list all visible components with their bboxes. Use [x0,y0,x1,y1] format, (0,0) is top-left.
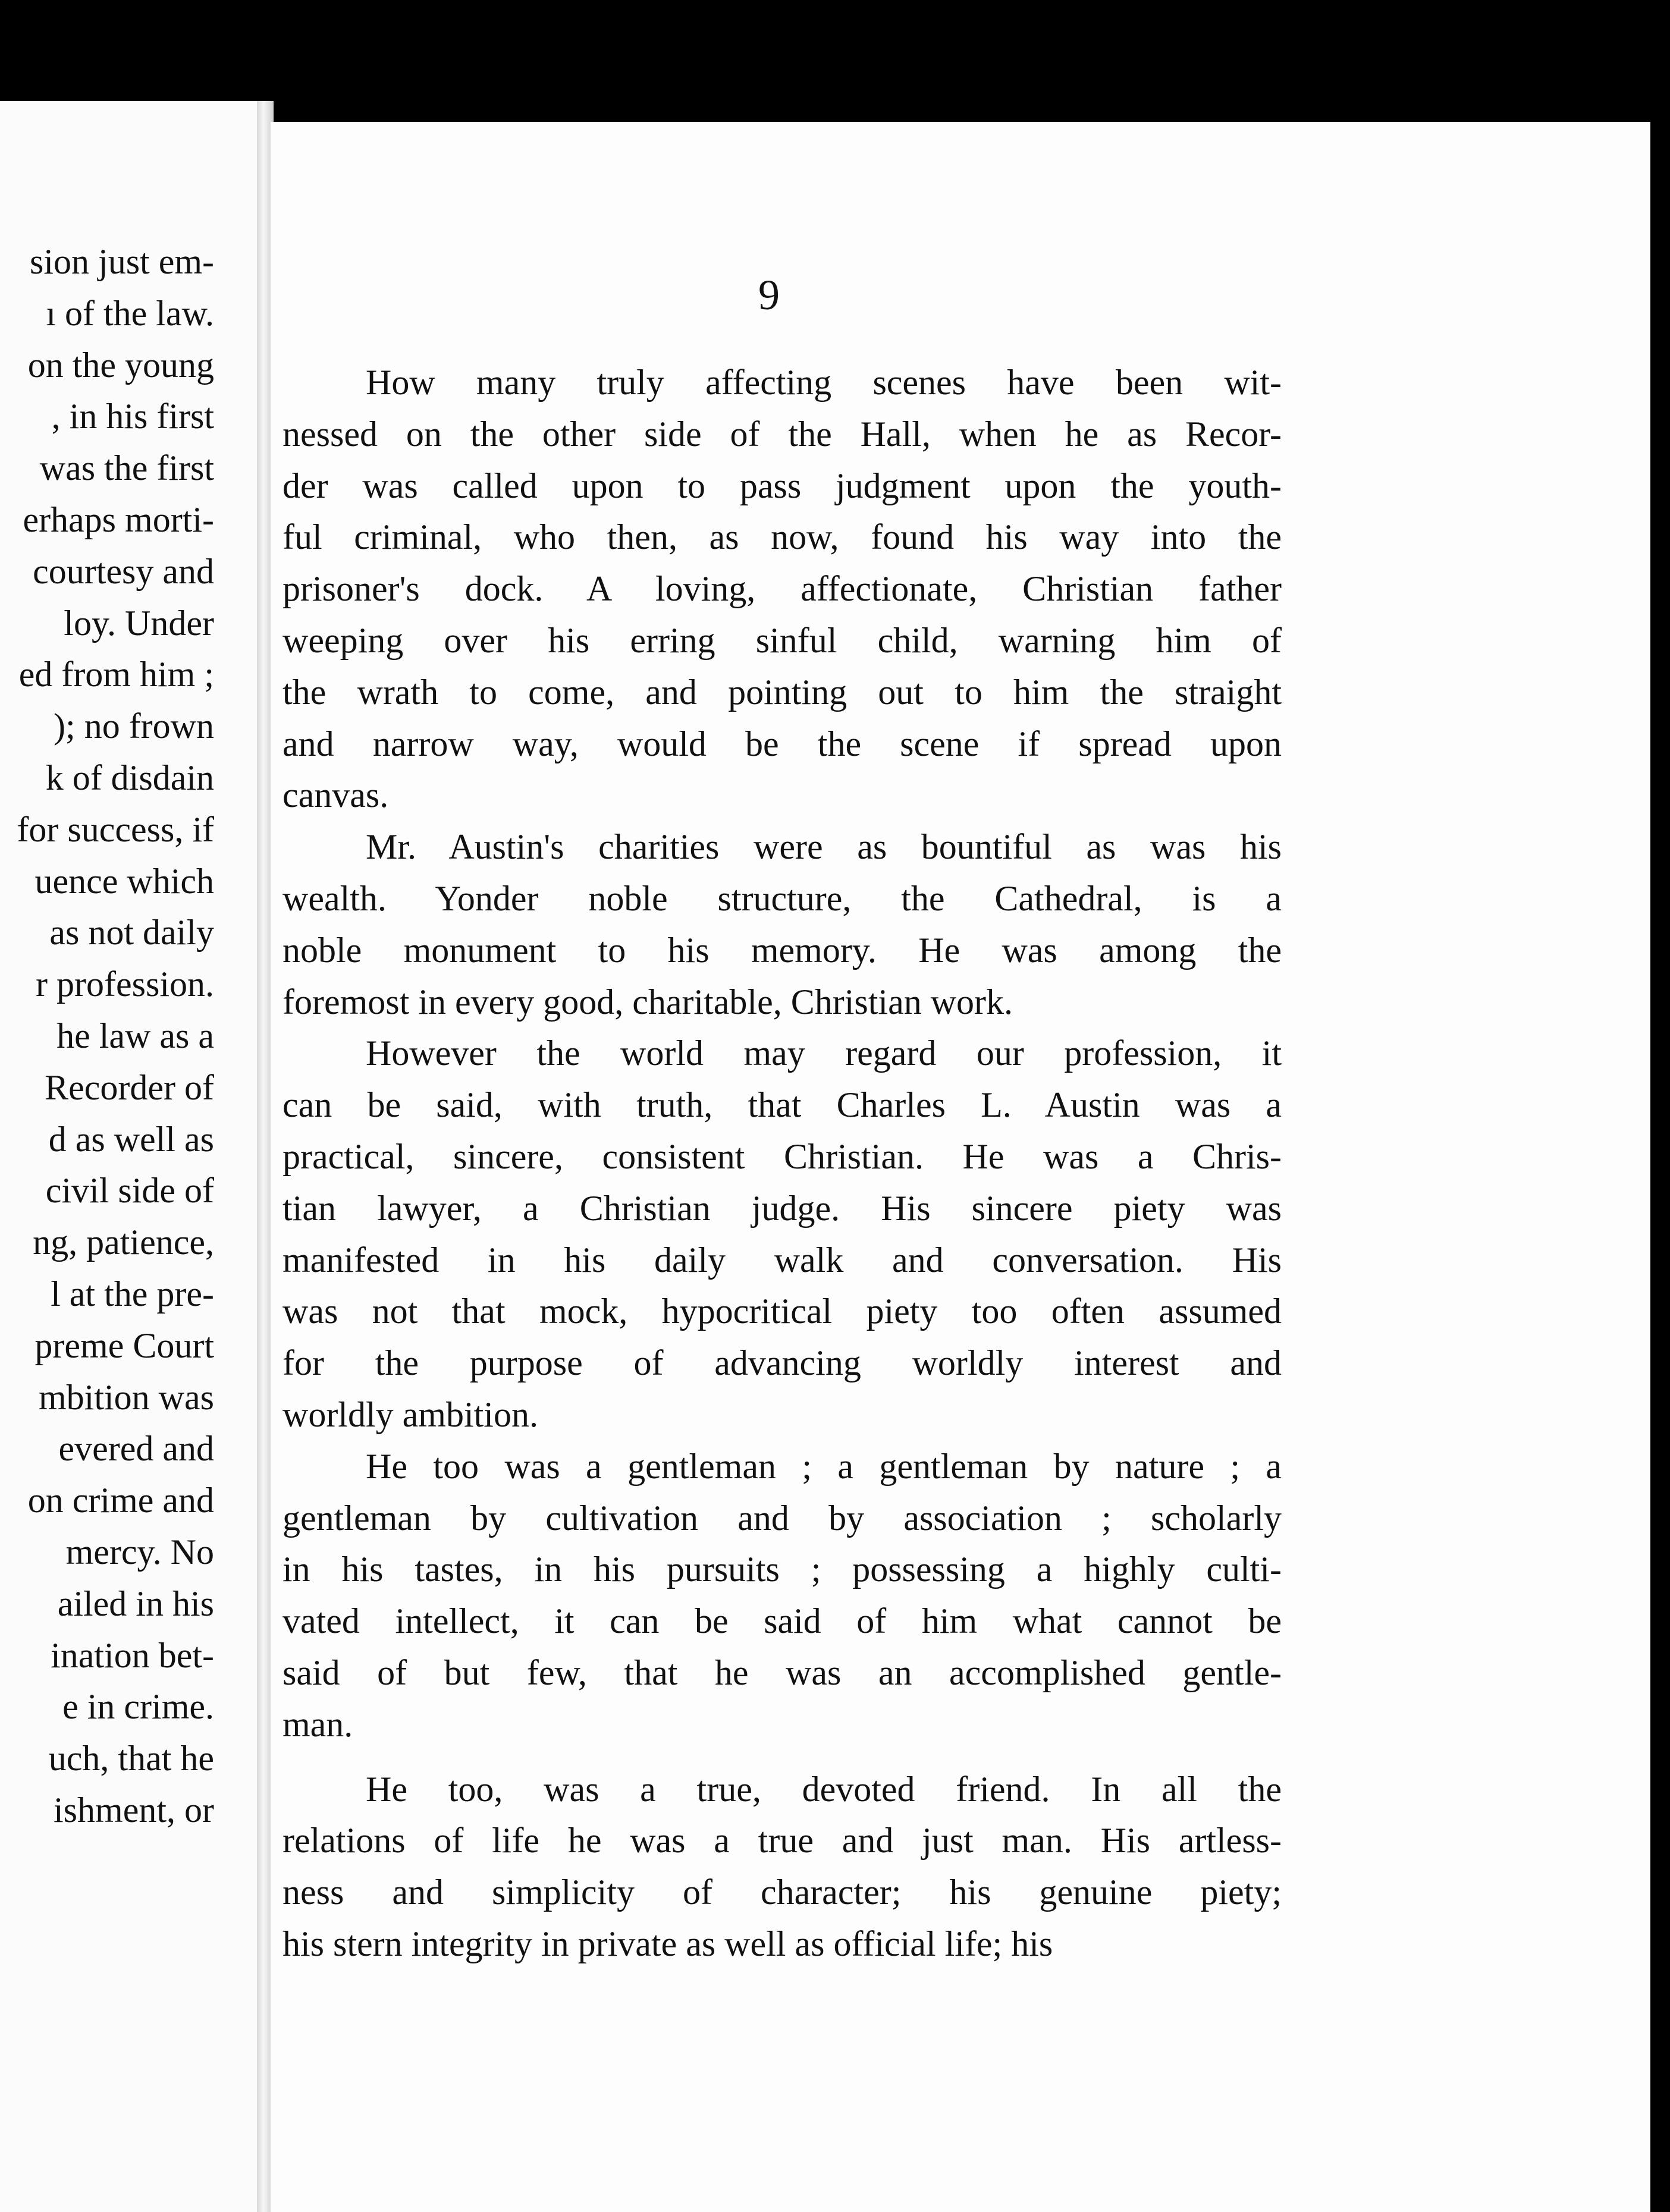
text-line: can be said, with truth, that Charles L. Austin was a [282,1085,1282,1125]
text-line: He too was a gentleman ; a gentleman by nature ; a [366,1446,1282,1486]
text-line: Mr. Austin's charities were as bountiful as was his [366,827,1282,867]
left-page-line: ailed in his [57,1583,214,1623]
text-line: wealth. Yonder noble structure, the Cathedral, is a [282,878,1282,918]
left-page-line: k of disdain [45,758,214,797]
left-page-line: uch, that he [48,1739,214,1779]
text-line: his stern integrity in private as well as official life; his [282,1924,1053,1963]
text-line: ness and simplicity of character; his genuine piety; [282,1872,1282,1912]
left-page-line: r profession. [36,964,214,1004]
text-line: weeping over his erring sinful child, warning him of [282,620,1282,660]
left-page-line: e in crime. [62,1687,214,1727]
text-line: manifested in his daily walk and conversation. His [282,1240,1282,1280]
text-line: man. [282,1704,353,1744]
text-line: ful criminal, who then, as now, found his way into the [282,517,1282,557]
text-line: relations of life he was a true and just man. His artless- [282,1821,1282,1861]
left-page-line: mbition was [39,1377,214,1417]
text-line: canvas. [282,775,389,815]
text-line: prisoner's dock. A loving, affectionate, Christian father [282,569,1282,609]
text-line: noble monument to his memory. He was among the [282,930,1282,970]
scan-background-edge [1650,122,1670,2212]
left-page-line: ishment, or [54,1790,214,1830]
text-line: worldly ambition. [282,1394,538,1434]
text-line: der was called upon to pass judgment upon the youth- [282,466,1282,505]
text-line: foremost in every good, charitable, Christian work. [282,982,1013,1022]
left-page-line: civil side of [45,1171,214,1211]
left-page-line: ı of the law. [46,293,214,333]
left-page-fragment [0,101,262,2212]
left-page-line: ination bet- [51,1635,214,1675]
left-page-line: d as well as [48,1119,214,1159]
left-page-line: courtesy and [33,551,214,591]
left-page-line: ); no frown [54,706,214,746]
left-page-line: on crime and [27,1481,214,1520]
text-line: He too, was a true, devoted friend. In all the [366,1769,1282,1809]
left-page-line: uence which [34,861,214,901]
paragraph [282,1028,1282,1440]
left-page-line: ng, patience, [33,1223,214,1262]
left-page-line: was the first [39,448,214,488]
text-line: practical, sincere, consistent Christian. He was a Chris- [282,1136,1282,1176]
left-page-line: mercy. No [65,1532,214,1572]
left-page-line: for success, if [17,809,214,849]
left-page-line: erhaps morti- [23,500,214,539]
text-line: However the world may regard our profession, it [366,1033,1282,1073]
left-page-line: , in his first [51,397,214,436]
page-body-text [282,357,1282,1970]
paragraph [282,357,1282,821]
left-page-line: on the young [27,345,214,385]
paragraph [282,1441,1282,1751]
text-line: vated intellect, it can be said of him what cannot be [282,1601,1282,1641]
paragraph [282,1764,1282,1970]
left-page-line: he law as a [56,1016,214,1055]
left-page-line: ed from him ; [18,655,214,695]
text-line: nessed on the other side of the Hall, when he as Recor- [282,414,1282,454]
text-line: was not that mock, hypocritical piety too often assumed [282,1292,1282,1331]
text-line: for the purpose of advancing worldly interest and [282,1343,1282,1383]
text-line: How many truly affecting scenes have been wit- [366,363,1282,402]
paragraph [282,821,1282,1028]
text-line: tian lawyer, a Christian judge. His sincere piety was [282,1188,1282,1228]
text-line: said of but few, that he was an accomplished gentle- [282,1652,1282,1692]
left-page-line: preme Court [34,1325,214,1365]
text-line: and narrow way, would be the scene if spread upon [282,724,1282,763]
left-page-line: as not daily [49,913,214,953]
text-line: the wrath to come, and pointing out to him the straight [282,672,1282,712]
left-page-line: Recorder of [45,1067,214,1107]
paragraph-gap [282,1751,1282,1764]
text-line: in his tastes, in his pursuits ; possessing a highly culti- [282,1550,1282,1589]
page-number: 9 [758,271,780,319]
left-page-line: evered and [58,1429,214,1469]
left-page-line: loy. Under [64,603,214,643]
left-page-line: l at the pre- [51,1274,214,1314]
left-page-line: sion just em- [30,242,214,281]
text-line: gentleman by cultivation and by association ; scholarly [282,1498,1282,1538]
